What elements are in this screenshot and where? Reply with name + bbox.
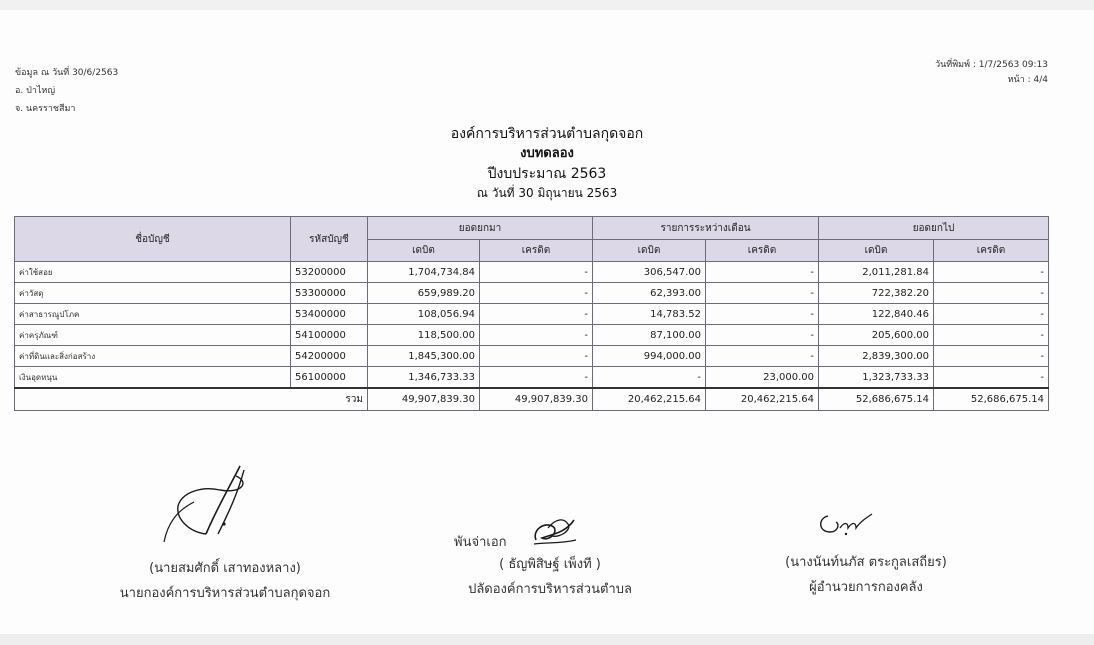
signature-scribble-center (530, 514, 582, 550)
cf-debit: 2,839,300.00 (819, 346, 934, 367)
cf-credit: - (934, 367, 1049, 389)
account-code: 53400000 (291, 304, 368, 325)
print-date: วันที่พิมพ์ : 1/7/2563 09:13 (935, 60, 1048, 70)
bf-debit: 1,845,300.00 (368, 346, 480, 367)
report-name: งบทดลอง (520, 146, 574, 161)
total-cf-debit: 52,686,675.14 (819, 388, 934, 411)
table-row (15, 304, 1049, 325)
account-name: ค่าครุภัณฑ์ (15, 325, 291, 346)
table-row (15, 262, 1049, 283)
cf-credit: - (934, 325, 1049, 346)
account-name: ค่าสาธารณูปโภค (15, 304, 291, 325)
table-row (15, 283, 1049, 304)
header-during-month: รายการระหว่างเดือน (593, 217, 819, 240)
organization-title: องค์การบริหารส่วนตำบลกุดจอก (450, 126, 644, 142)
header-m-credit: เครดิต (706, 240, 819, 262)
signer-name-right: (นางนันท์นภัส ตระกูลเสถียร) (785, 555, 947, 570)
total-m-credit: 20,462,215.64 (706, 388, 819, 411)
header-cf-debit: เดบิต (819, 240, 934, 262)
signature-block-right (760, 550, 972, 600)
bf-debit: 1,704,734.84 (368, 262, 480, 283)
m-debit: 994,000.00 (593, 346, 706, 367)
account-code: 53300000 (291, 283, 368, 304)
m-debit: 62,393.00 (593, 283, 706, 304)
as-of-date: ณ วันที่ 30 มิถุนายน 2563 (476, 186, 618, 200)
header-account-name: ชื่อบัญชี (15, 217, 291, 262)
cf-credit: - (934, 283, 1049, 304)
cf-debit: 122,840.46 (819, 304, 934, 325)
total-m-debit: 20,462,215.64 (593, 388, 706, 411)
province: จ. นครราชสีมา (15, 104, 76, 114)
bf-credit: - (480, 346, 593, 367)
total-label: รวม (15, 388, 368, 411)
fiscal-year: ปีงบประมาณ 2563 (487, 166, 607, 182)
signer-position-right: ผู้อำนวยการกองคลัง (809, 580, 923, 595)
scan-bottom-edge (0, 634, 1094, 645)
cf-credit: - (934, 262, 1049, 283)
signature-scribble-left (160, 462, 270, 546)
page-number: หน้า : 4/4 (1007, 75, 1048, 85)
report-meta-right (935, 58, 1048, 88)
signer-position-left: นายกองค์การบริหารส่วนตำบลกุดจอก (119, 586, 331, 601)
account-name: ค่าใช้สอย (15, 262, 291, 283)
account-code: 54200000 (291, 346, 368, 367)
district: อ. ป่าไหญ่ (15, 86, 56, 96)
account-code: 53200000 (291, 262, 368, 283)
table-row (15, 367, 1049, 389)
signer-name-left: (นายสมศักดิ์ เสาทองหลาง) (149, 561, 301, 576)
total-bf-credit: 49,907,839.30 (480, 388, 593, 411)
signer-position-center: ปลัดองค์การบริหารส่วนตำบล (468, 582, 632, 597)
cf-debit: 1,323,733.33 (819, 367, 934, 389)
scan-top-edge (0, 0, 1094, 10)
cf-debit: 722,382.20 (819, 283, 934, 304)
m-credit: - (706, 283, 819, 304)
signer-name-center: ( ธัญพิสิษฐ์ เพ็งที ) (499, 557, 601, 572)
cf-credit: - (934, 346, 1049, 367)
bf-credit: - (480, 262, 593, 283)
bf-debit: 118,500.00 (368, 325, 480, 346)
bf-debit: 1,346,733.33 (368, 367, 480, 389)
header-bf-credit: เครดิต (480, 240, 593, 262)
signer-rank-center: พันจ่าเอก (454, 535, 507, 550)
table-row (15, 325, 1049, 346)
header-cf-credit: เครดิต (934, 240, 1049, 262)
header-m-debit: เดบิต (593, 240, 706, 262)
cf-debit: 205,600.00 (819, 325, 934, 346)
trial-balance-table (14, 216, 1049, 411)
header-carried-forward: ยอดยกไป (819, 217, 1049, 240)
total-cf-credit: 52,686,675.14 (934, 388, 1049, 411)
bf-credit: - (480, 367, 593, 389)
data-as-of: ข้อมูล ณ วันที่ 30/6/2563 (15, 68, 119, 78)
cf-debit: 2,011,281.84 (819, 262, 934, 283)
report-titles (0, 124, 1094, 202)
bf-debit: 108,056.94 (368, 304, 480, 325)
m-credit: - (706, 325, 819, 346)
m-credit: - (706, 262, 819, 283)
m-credit: - (706, 346, 819, 367)
table-row (15, 346, 1049, 367)
account-name: ค่าที่ดินและสิ่งก่อสร้าง (15, 346, 291, 367)
account-code: 56100000 (291, 367, 368, 389)
bf-credit: - (480, 325, 593, 346)
m-debit: - (593, 367, 706, 389)
header-brought-forward: ยอดยกมา (368, 217, 593, 240)
account-name: ค่าวัสดุ (15, 283, 291, 304)
total-bf-debit: 49,907,839.30 (368, 388, 480, 411)
m-debit: 306,547.00 (593, 262, 706, 283)
header-bf-debit: เดบิต (368, 240, 480, 262)
m-credit: - (706, 304, 819, 325)
m-credit: 23,000.00 (706, 367, 819, 389)
account-name: เงินอุดหนุน (15, 367, 291, 389)
signature-scribble-right (816, 510, 876, 540)
bf-credit: - (480, 283, 593, 304)
report-meta-left (15, 64, 118, 118)
account-code: 54100000 (291, 325, 368, 346)
signature-block-left (100, 556, 350, 606)
cf-credit: - (934, 304, 1049, 325)
m-debit: 14,783.52 (593, 304, 706, 325)
bf-debit: 659,989.20 (368, 283, 480, 304)
m-debit: 87,100.00 (593, 325, 706, 346)
bf-credit: - (480, 304, 593, 325)
header-account-code: รหัสบัญชี (291, 217, 368, 262)
signature-block-center (450, 552, 650, 602)
total-row (15, 388, 1049, 411)
